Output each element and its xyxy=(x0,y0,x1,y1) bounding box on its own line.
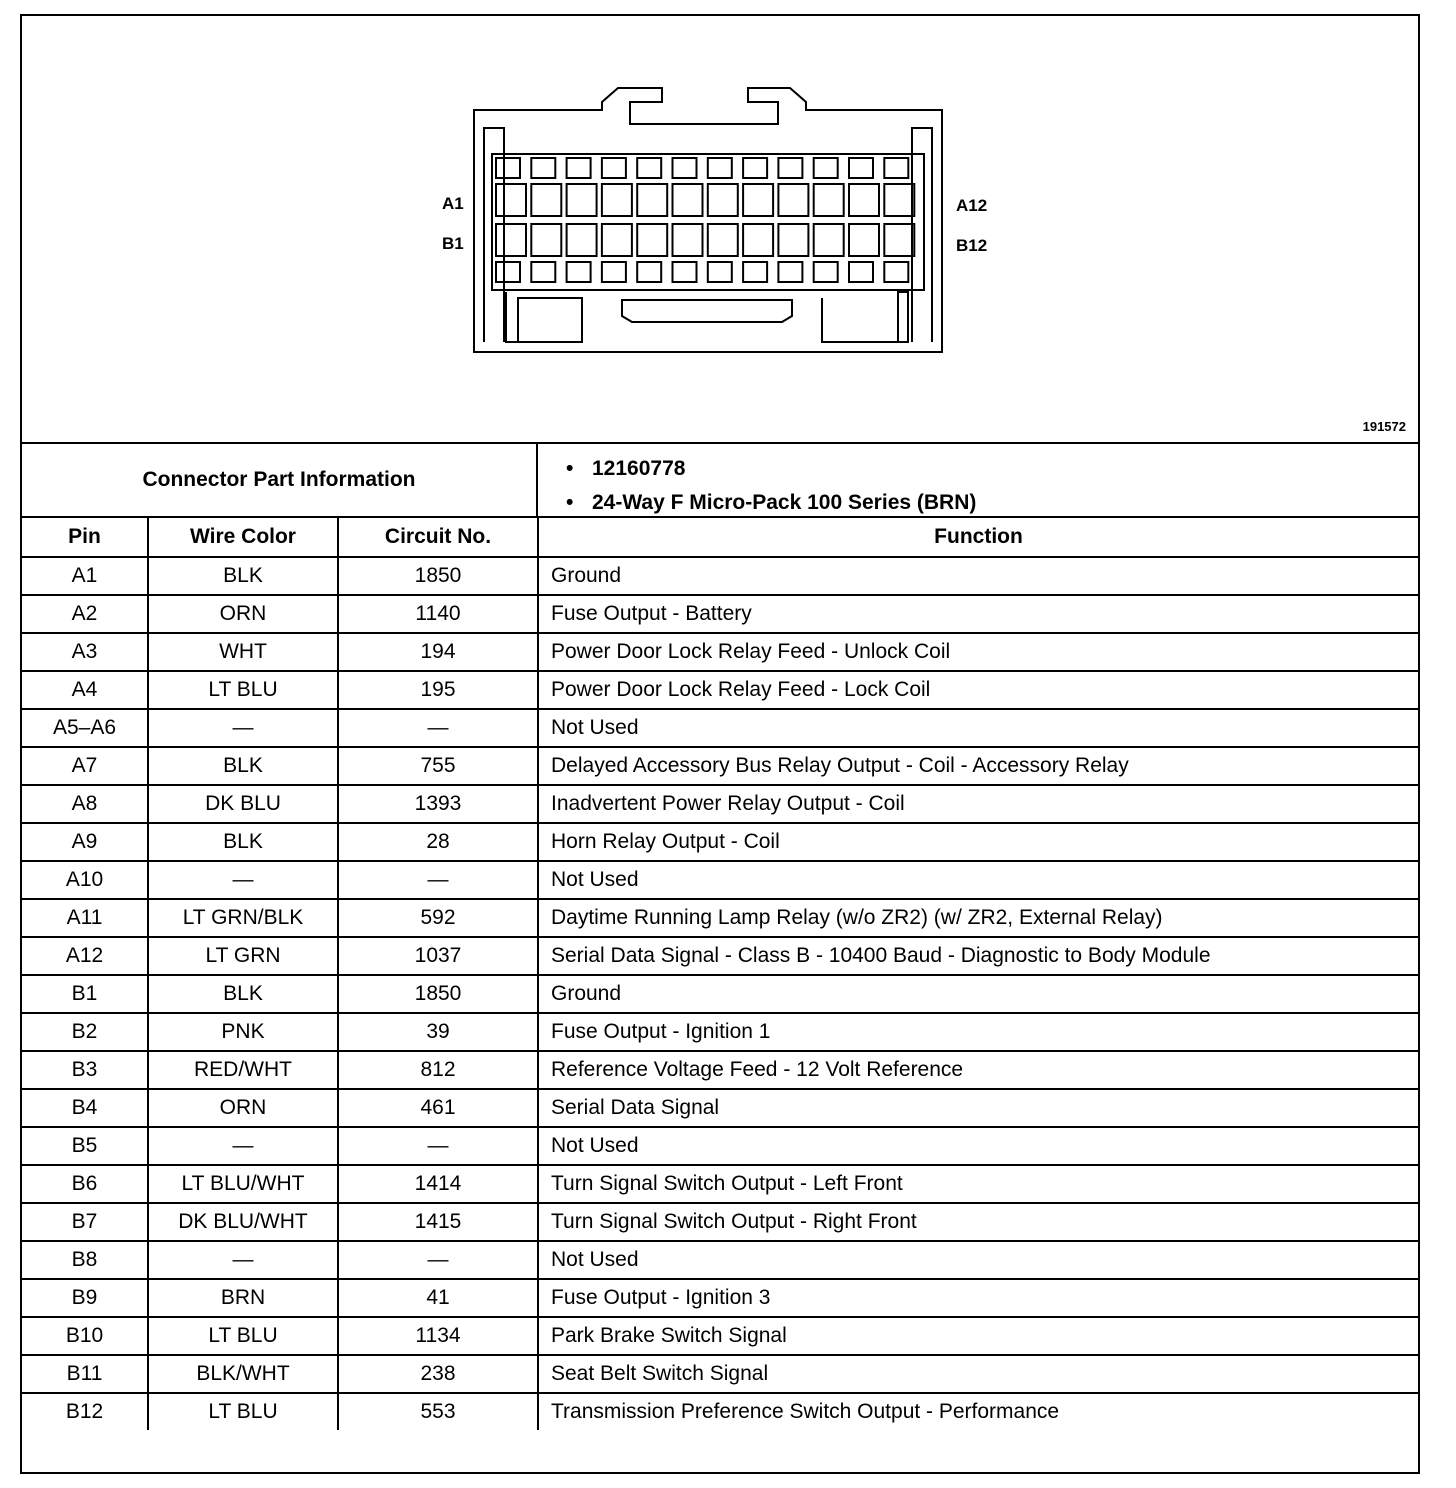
table-row xyxy=(22,1013,1418,1051)
figure-id: 191572 xyxy=(1362,419,1406,434)
wire-color-cell: LT BLU xyxy=(148,1393,338,1430)
terminal-latch-top xyxy=(778,158,802,178)
table-row xyxy=(22,975,1418,1013)
terminal-cavity-a xyxy=(567,184,597,216)
center-lock-slot xyxy=(622,300,792,322)
terminal-cavity-a xyxy=(708,184,738,216)
function-cell: Daytime Running Lamp Relay (w/o ZR2) (w/ ZR2, External Relay) xyxy=(538,899,1418,937)
connector-figure xyxy=(22,16,1418,444)
connector-part-information xyxy=(22,444,1418,518)
terminal-latch-bottom xyxy=(884,262,908,282)
circuit-cell: 194 xyxy=(338,633,538,671)
function-cell: Ground xyxy=(538,557,1418,595)
function-cell: Serial Data Signal xyxy=(538,1089,1418,1127)
terminal-latch-top xyxy=(743,158,767,178)
wire-color-cell: ORN xyxy=(148,1089,338,1127)
connector-housing-outline xyxy=(474,88,942,352)
function-cell: Not Used xyxy=(538,1127,1418,1165)
terminal-cavity-b xyxy=(496,224,526,256)
pin-cell: A12 xyxy=(22,937,148,975)
terminal-latch-bottom xyxy=(531,262,555,282)
connector-part-information-title: Connector Part Information xyxy=(22,444,538,516)
terminal-cavity-a xyxy=(743,184,773,216)
pin-cell: A4 xyxy=(22,671,148,709)
terminal-latch-top xyxy=(637,158,661,178)
circuit-cell: 755 xyxy=(338,747,538,785)
table-row xyxy=(22,1089,1418,1127)
table-row xyxy=(22,595,1418,633)
function-cell: Turn Signal Switch Output - Right Front xyxy=(538,1203,1418,1241)
circuit-cell: 461 xyxy=(338,1089,538,1127)
header-wire-color: Wire Color xyxy=(148,518,338,557)
table-row xyxy=(22,709,1418,747)
wire-color-cell: LT BLU xyxy=(148,671,338,709)
terminal-latch-top xyxy=(708,158,732,178)
terminal-cavity-a xyxy=(637,184,667,216)
pin-cell: A2 xyxy=(22,595,148,633)
circuit-cell: 28 xyxy=(338,823,538,861)
wire-color-cell: BLK xyxy=(148,823,338,861)
table-row xyxy=(22,1355,1418,1393)
table-row xyxy=(22,557,1418,595)
pin-cell: A10 xyxy=(22,861,148,899)
wire-color-cell: BLK xyxy=(148,975,338,1013)
pin-label-a1: A1 xyxy=(442,194,464,213)
terminal-latch-top xyxy=(496,158,520,178)
wire-color-cell: BRN xyxy=(148,1279,338,1317)
lower-right-key xyxy=(822,292,908,342)
circuit-cell: 1140 xyxy=(338,595,538,633)
table-row xyxy=(22,1165,1418,1203)
function-cell: Power Door Lock Relay Feed - Lock Coil xyxy=(538,671,1418,709)
terminal-cavity-a xyxy=(814,184,844,216)
wire-color-cell: LT GRN xyxy=(148,937,338,975)
terminal-cavity-b xyxy=(602,224,632,256)
table-row xyxy=(22,1241,1418,1279)
pin-cell: A9 xyxy=(22,823,148,861)
table-row xyxy=(22,633,1418,671)
wire-color-cell: PNK xyxy=(148,1013,338,1051)
pin-table xyxy=(22,518,1418,1430)
pin-cell: A1 xyxy=(22,557,148,595)
function-cell: Seat Belt Switch Signal xyxy=(538,1355,1418,1393)
circuit-cell: 1134 xyxy=(338,1317,538,1355)
wire-color-cell: LT BLU/WHT xyxy=(148,1165,338,1203)
pin-cell: B9 xyxy=(22,1279,148,1317)
function-cell: Power Door Lock Relay Feed - Unlock Coil xyxy=(538,633,1418,671)
table-row xyxy=(22,1203,1418,1241)
wire-color-cell: LT BLU xyxy=(148,1317,338,1355)
circuit-cell: — xyxy=(338,861,538,899)
terminal-latch-bottom xyxy=(778,262,802,282)
function-cell: Turn Signal Switch Output - Left Front xyxy=(538,1165,1418,1203)
terminal-latch-bottom xyxy=(496,262,520,282)
function-cell: Ground xyxy=(538,975,1418,1013)
terminal-cavity-b xyxy=(849,224,879,256)
circuit-cell: 1850 xyxy=(338,557,538,595)
terminal-cavity-b xyxy=(637,224,667,256)
terminal-latch-bottom xyxy=(814,262,838,282)
function-cell: Fuse Output - Ignition 3 xyxy=(538,1279,1418,1317)
pin-cell: B7 xyxy=(22,1203,148,1241)
wire-color-cell: WHT xyxy=(148,633,338,671)
wire-color-cell: BLK xyxy=(148,557,338,595)
wire-color-cell: — xyxy=(148,709,338,747)
connector-part-list xyxy=(552,452,976,520)
circuit-cell: 195 xyxy=(338,671,538,709)
table-row xyxy=(22,1393,1418,1430)
wire-color-cell: RED/WHT xyxy=(148,1051,338,1089)
pin-cell: A5–A6 xyxy=(22,709,148,747)
wire-color-cell: BLK xyxy=(148,747,338,785)
function-cell: Reference Voltage Feed - 12 Volt Reference xyxy=(538,1051,1418,1089)
terminal-cavity-a xyxy=(673,184,703,216)
terminal-cavity-a xyxy=(849,184,879,216)
pin-cell: B3 xyxy=(22,1051,148,1089)
pin-cell: B10 xyxy=(22,1317,148,1355)
terminal-cavity-a xyxy=(884,184,914,216)
table-row xyxy=(22,1051,1418,1089)
function-cell: Horn Relay Output - Coil xyxy=(538,823,1418,861)
circuit-cell: — xyxy=(338,709,538,747)
table-row xyxy=(22,1127,1418,1165)
table-row xyxy=(22,937,1418,975)
terminal-latch-bottom xyxy=(708,262,732,282)
pin-cell: B1 xyxy=(22,975,148,1013)
table-row xyxy=(22,861,1418,899)
circuit-cell: 39 xyxy=(338,1013,538,1051)
function-cell: Not Used xyxy=(538,709,1418,747)
terminal-latch-bottom xyxy=(673,262,697,282)
pin-cell: A7 xyxy=(22,747,148,785)
housing-left-rail xyxy=(484,128,504,342)
table-row xyxy=(22,747,1418,785)
table-row xyxy=(22,671,1418,709)
terminal-latch-top xyxy=(884,158,908,178)
wire-color-cell: — xyxy=(148,1127,338,1165)
terminal-cavity-b xyxy=(673,224,703,256)
circuit-cell: 238 xyxy=(338,1355,538,1393)
pin-label-b1: B1 xyxy=(442,234,464,253)
function-cell: Delayed Accessory Bus Relay Output - Coil - Accessory Relay xyxy=(538,747,1418,785)
terminal-cavity-b xyxy=(743,224,773,256)
terminal-cavity-b xyxy=(778,224,808,256)
wire-color-cell: — xyxy=(148,861,338,899)
pin-cell: B2 xyxy=(22,1013,148,1051)
pin-label-b12: B12 xyxy=(956,236,988,255)
circuit-cell: — xyxy=(338,1127,538,1165)
wire-color-cell: BLK/WHT xyxy=(148,1355,338,1393)
table-row xyxy=(22,1279,1418,1317)
function-cell: Fuse Output - Battery xyxy=(538,595,1418,633)
header-function: Function xyxy=(538,518,1418,557)
terminal-cavity-b xyxy=(884,224,914,256)
circuit-cell: 592 xyxy=(338,899,538,937)
terminal-latch-top xyxy=(567,158,591,178)
terminal-latch-bottom xyxy=(743,262,767,282)
terminal-cavity-a xyxy=(496,184,526,216)
wire-color-cell: DK BLU xyxy=(148,785,338,823)
terminal-latch-top xyxy=(814,158,838,178)
terminal-latch-bottom xyxy=(602,262,626,282)
terminal-cavity-a xyxy=(778,184,808,216)
circuit-cell: 1415 xyxy=(338,1203,538,1241)
terminal-cavity-b xyxy=(531,224,561,256)
terminal-cavity-a xyxy=(602,184,632,216)
terminal-latch-top xyxy=(849,158,873,178)
lower-left-key xyxy=(506,292,582,342)
pin-cell: B5 xyxy=(22,1127,148,1165)
pin-cell: A11 xyxy=(22,899,148,937)
part-description: • 24-Way F Micro-Pack 100 Series (BRN) xyxy=(552,486,976,520)
pin-cell: B11 xyxy=(22,1355,148,1393)
pin-table-header xyxy=(22,518,1418,557)
pin-cell: B12 xyxy=(22,1393,148,1430)
terminal-cavity-b xyxy=(567,224,597,256)
header-pin: Pin xyxy=(22,518,148,557)
function-cell: Park Brake Switch Signal xyxy=(538,1317,1418,1355)
function-cell: Transmission Preference Switch Output - Performance xyxy=(538,1393,1418,1430)
circuit-cell: 553 xyxy=(338,1393,538,1430)
terminal-cavity-a xyxy=(531,184,561,216)
wire-color-cell: ORN xyxy=(148,595,338,633)
circuit-cell: 1393 xyxy=(338,785,538,823)
pin-cell: A3 xyxy=(22,633,148,671)
circuit-cell: 1037 xyxy=(338,937,538,975)
circuit-cell: 812 xyxy=(338,1051,538,1089)
function-cell: Not Used xyxy=(538,861,1418,899)
terminal-latch-top xyxy=(531,158,555,178)
wire-color-cell: LT GRN/BLK xyxy=(148,899,338,937)
table-row xyxy=(22,785,1418,823)
function-cell: Inadvertent Power Relay Output - Coil xyxy=(538,785,1418,823)
table-row xyxy=(22,823,1418,861)
circuit-cell: 1850 xyxy=(338,975,538,1013)
wire-color-cell: DK BLU/WHT xyxy=(148,1203,338,1241)
pin-cell: B6 xyxy=(22,1165,148,1203)
connector-face-drawing xyxy=(22,16,1418,442)
function-cell: Serial Data Signal - Class B - 10400 Baud - Diagnostic to Body Module xyxy=(538,937,1418,975)
header-circuit-no: Circuit No. xyxy=(338,518,538,557)
pin-label-a12: A12 xyxy=(956,196,988,215)
circuit-cell: 41 xyxy=(338,1279,538,1317)
function-cell: Not Used xyxy=(538,1241,1418,1279)
terminal-cavity-b xyxy=(814,224,844,256)
wire-color-cell: — xyxy=(148,1241,338,1279)
pin-table-body xyxy=(22,557,1418,1430)
table-row xyxy=(22,1317,1418,1355)
pin-cell: A8 xyxy=(22,785,148,823)
terminal-latch-top xyxy=(673,158,697,178)
terminal-latch-bottom xyxy=(637,262,661,282)
circuit-cell: — xyxy=(338,1241,538,1279)
terminal-latch-bottom xyxy=(567,262,591,282)
table-row xyxy=(22,899,1418,937)
pin-cell: B4 xyxy=(22,1089,148,1127)
function-cell: Fuse Output - Ignition 1 xyxy=(538,1013,1418,1051)
terminal-latch-top xyxy=(602,158,626,178)
terminal-latch-bottom xyxy=(849,262,873,282)
part-number: • 12160778 xyxy=(552,452,976,486)
connector-sheet xyxy=(20,14,1420,1474)
circuit-cell: 1414 xyxy=(338,1165,538,1203)
pin-cell: B8 xyxy=(22,1241,148,1279)
terminal-cavity-b xyxy=(708,224,738,256)
